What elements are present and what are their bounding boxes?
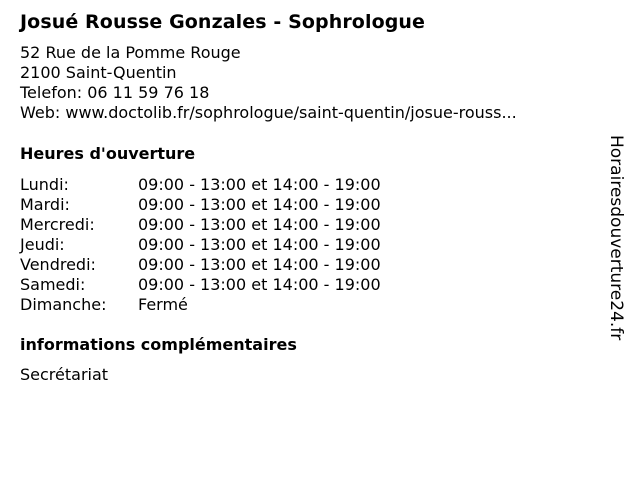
hours-row-dimanche	[20, 295, 610, 315]
hours-time: 09:00 - 13:00 et 14:00 - 19:00	[138, 175, 381, 194]
website: Web: www.doctolib.fr/sophrologue/saint-quentin/josue-rouss...	[20, 103, 517, 122]
hours-row-samedi	[20, 275, 610, 295]
hours-time: 09:00 - 13:00 et 14:00 - 19:00	[138, 235, 381, 254]
hours-day: Vendredi:	[20, 255, 96, 274]
city: 2100 Saint-Quentin	[20, 63, 177, 82]
info-text: Secrétariat	[20, 365, 109, 384]
address-block	[20, 43, 610, 123]
hours-time: 09:00 - 13:00 et 14:00 - 19:00	[138, 195, 381, 214]
hours-time: Fermé	[138, 295, 188, 314]
hours-row-lundi	[20, 175, 610, 195]
hours-row-jeudi	[20, 235, 610, 255]
hours-day: Mercredi:	[20, 215, 95, 234]
hours-row-mercredi	[20, 215, 610, 235]
hours-table	[20, 175, 610, 315]
page-title: Josué Rousse Gonzales - Sophrologue	[20, 11, 426, 33]
hours-day: Samedi:	[20, 275, 86, 294]
hours-day: Dimanche:	[20, 295, 107, 314]
hours-time: 09:00 - 13:00 et 14:00 - 19:00	[138, 275, 381, 294]
hours-heading: Heures d'ouverture	[20, 144, 196, 163]
hours-day: Mardi:	[20, 195, 70, 214]
phone: Telefon: 06 11 59 76 18	[20, 83, 210, 102]
street-address: 52 Rue de la Pomme Rouge	[20, 43, 241, 62]
hours-row-mardi	[20, 195, 610, 215]
business-card	[20, 0, 610, 385]
hours-day: Jeudi:	[20, 235, 65, 254]
hours-time: 09:00 - 13:00 et 14:00 - 19:00	[138, 255, 381, 274]
site-watermark: Horairesdouverture24.fr	[606, 135, 626, 341]
hours-row-vendredi	[20, 255, 610, 275]
hours-day: Lundi:	[20, 175, 69, 194]
hours-time: 09:00 - 13:00 et 14:00 - 19:00	[138, 215, 381, 234]
info-heading: informations complémentaires	[20, 335, 297, 354]
